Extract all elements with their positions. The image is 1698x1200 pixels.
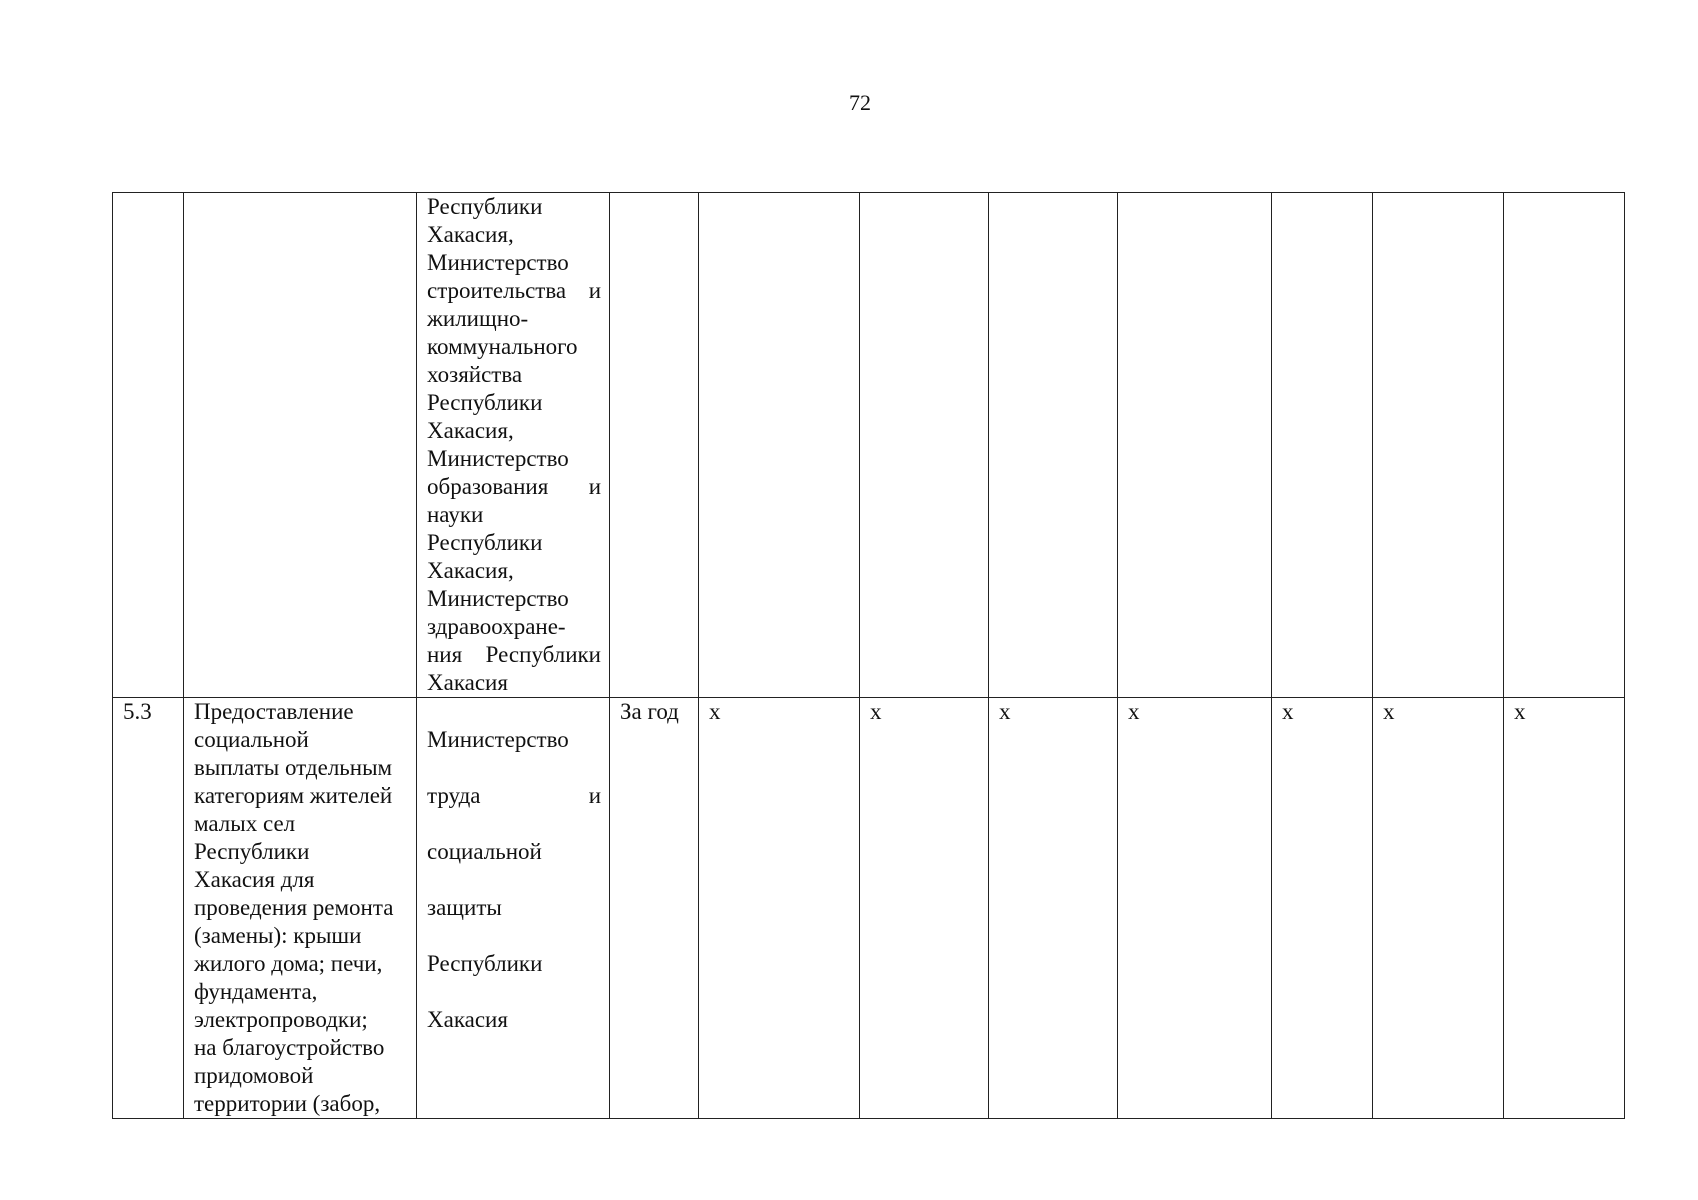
cell-value: х — [1272, 698, 1373, 1119]
executor-word: Республики — [485, 642, 601, 667]
cell-value — [860, 193, 989, 698]
executor-line: жилищно- — [427, 306, 529, 331]
executor-line: Хакасия — [427, 670, 508, 695]
executor-line: социальной — [427, 839, 542, 864]
executor-line: науки — [427, 502, 484, 527]
cell-value — [989, 193, 1118, 698]
executor-word: труда — [427, 783, 481, 808]
executor-word: и — [588, 783, 601, 808]
program-table — [112, 192, 1625, 1119]
executor-word: и — [588, 278, 601, 303]
table-row-5-3 — [113, 698, 1625, 1119]
executor-line: коммунального — [427, 334, 578, 359]
executor-line: здравоохране- — [427, 614, 566, 639]
cell-value: х — [1373, 698, 1504, 1119]
executor-line: Республики — [427, 951, 543, 976]
executor-line: хозяйства — [427, 362, 523, 387]
cell-executor — [417, 193, 610, 698]
cell-value — [1504, 193, 1625, 698]
executor-line — [427, 277, 601, 305]
cell-value — [1373, 193, 1504, 698]
cell-value — [699, 193, 860, 698]
cell-value: х — [860, 698, 989, 1119]
cell-period: За год — [610, 698, 699, 1119]
executor-word: образования — [427, 474, 549, 499]
cell-value — [1118, 193, 1272, 698]
cell-description: Предоставление социальной выплаты отдельным категориям жителей малых сел Республики Хакасия для проведения ремонта (замены): крыши жилого дома; печи, фундамента, электропроводки; на благоустройство придомовой территории (забор, — [184, 698, 417, 1119]
cell-period — [610, 193, 699, 698]
cell-number — [113, 193, 184, 698]
executor-line: Республики — [427, 390, 543, 415]
executor-line: Хакасия, — [427, 418, 514, 443]
executor-line: защиты — [427, 895, 502, 920]
cell-value: х — [699, 698, 860, 1119]
executor-line: Хакасия, — [427, 558, 514, 583]
cell-executor — [417, 698, 610, 1119]
cell-value: х — [1504, 698, 1625, 1119]
executor-line: Республики — [427, 194, 543, 219]
executor-word: строительства — [427, 278, 567, 303]
executor-line: Республики — [427, 530, 543, 555]
page-number: 72 — [849, 90, 871, 115]
executor-line: Министерство — [427, 727, 569, 752]
executor-line: Министерство — [427, 586, 569, 611]
executor-line: Министерство — [427, 250, 569, 275]
executor-word: и — [588, 474, 601, 499]
executor-line — [427, 473, 601, 501]
cell-value: х — [989, 698, 1118, 1119]
executor-word: ния — [427, 642, 463, 667]
executor-line — [427, 782, 601, 810]
table-row-continuation — [113, 193, 1625, 698]
executor-line — [427, 641, 601, 669]
executor-line: Министерство — [427, 446, 569, 471]
cell-number: 5.3 — [113, 698, 184, 1119]
cell-description — [184, 193, 417, 698]
executor-line: Хакасия — [427, 1007, 508, 1032]
cell-value: х — [1118, 698, 1272, 1119]
cell-value — [1272, 193, 1373, 698]
executor-line: Хакасия, — [427, 222, 514, 247]
